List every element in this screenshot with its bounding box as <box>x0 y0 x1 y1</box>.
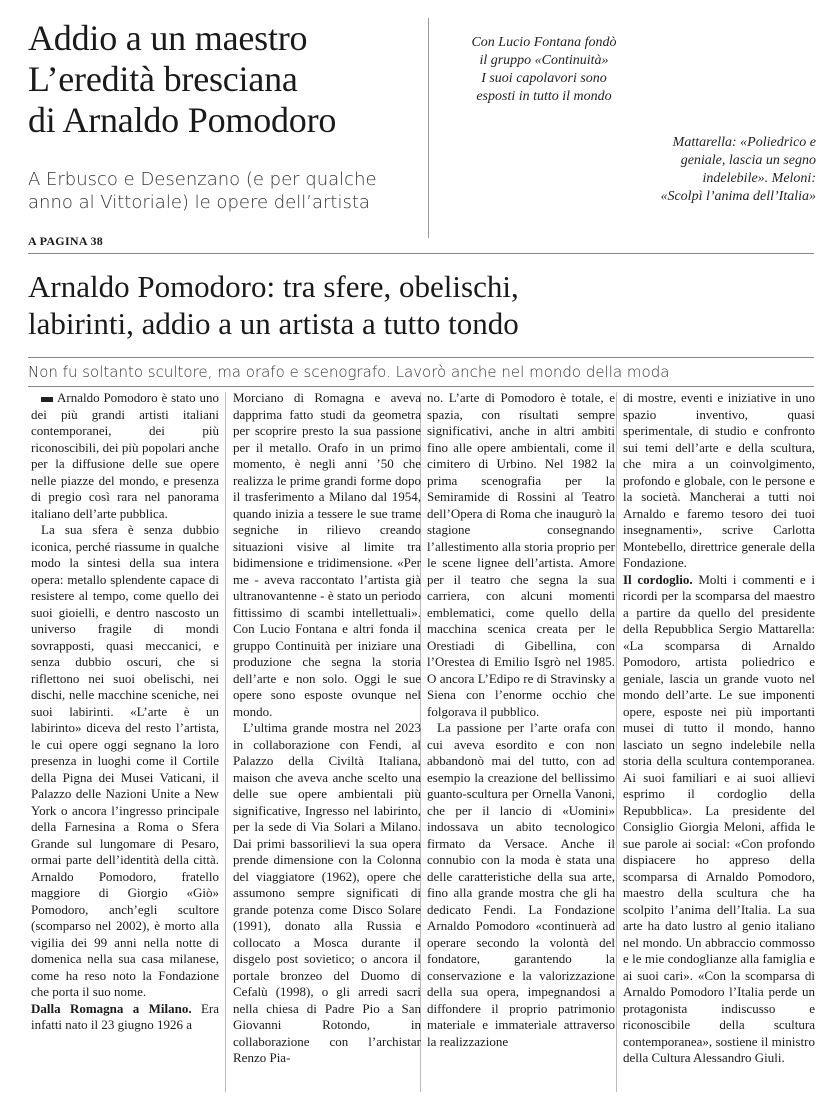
article-headline <box>28 268 818 342</box>
paragraph <box>31 1001 219 1034</box>
divider-line <box>28 386 814 387</box>
lead-marker-icon <box>41 397 53 402</box>
sub-headline-line-2: anno al Vittoriale) le opere dell’artista <box>28 192 370 213</box>
paragraph: Morciano di Romagna e aveva dapprima fatto studi da geometra per scoprire presto la sua passione per il metallo. Orafo in un primo momento, è negli anni ’50 che realizza le prime grandi forme dopo il trasferimento a Milano dal 1954, quando inizia a tessere le sue trame segniche in rilievo creando situazioni visive al limite tra bidimensione e tridimensione. «Per me - aveva raccontato l’artista già ultranovantenne - è stato un periodo fittissimo di scambi intellettuali». Con Lucio Fontana e altri fonda il gruppo Continuità per iniziare una produzione che segna la storia dell’arte e non solo. Oggi le sue opere sono esposte ovunque nel mondo. <box>233 390 421 719</box>
paragraph: La passione per l’arte orafa con cui aveva esordito e con non abbandonò mai del tutto, con ad esempio la creazione del bellissimo guanto-scultura per Ornella Vanoni, che per il lancio di «Uomini» indossava un abito tecnologico firmato da Versace. Anche il connubio con la moda è stata una delle caratteristiche della sua arte, fino alla grande mostra che gli ha dedicato Fendi. La Fondazione Arnaldo Pomodoro «continuerà ad operare secondo la volontà del fondatore, garantendo la conservazione e la valorizzazione della sua opera, impegnandosi a diffondere il proprio patrimonio materiale e immateriale attraverso la realizzazione <box>427 720 615 1049</box>
paragraph <box>623 572 815 1067</box>
paragraph-text: Era infatti nato il 23 giugno 1926 a <box>31 1000 219 1032</box>
side-note-1-line: esposti in tutto il mondo <box>476 89 612 104</box>
article-subtitle: Non fu soltanto scultore, ma orafo e scenografo. Lavorò anche nel mondo della moda <box>28 363 670 381</box>
side-note-2-line: geniale, lascia un segno <box>680 153 816 168</box>
section-heading: Dalla Romagna a Milano. <box>31 1000 192 1016</box>
vertical-divider <box>428 18 429 238</box>
side-note-1-line: il gruppo «Continuità» <box>479 53 609 68</box>
divider-line <box>28 253 814 254</box>
paragraph: di mostre, eventi e iniziative in uno spazio inventivo, quasi sperimentale, di studio e confronto sui temi dell’arte e della scultura, che mira a un coinvolgimento, profondo e globale, con le persone e la società. Mancherai a tutti noi Arnaldo e faremo tesoro dei tuoi insegnamenti», scrive Carlotta Montebello, direttrice generale della Fondazione. <box>623 390 815 570</box>
article-column-1 <box>31 390 219 1034</box>
section-heading: Il cordoglio. <box>623 571 693 587</box>
paragraph: no. L’arte di Pomodoro è totale, e spazia, con risultati sempre significativi, anche in altri ambiti fino alle opere ambientali, come il cimitero di Urbino. Nel 1982 la prima scenografia per la Semiramide di Rossini al Teatro dell’Opera di Roma che inaugurò la stagione consegnando l’allestimento alla storia proprio per le scene lignee dell’artista. Amore per il teatro che segna la sua carriera, con alcuni momenti emblematici, come quello della macchina scenica creata per le Orestiadi di Gibellina, con l’Orestea di Emilio Isgrò nel 1985. O ancora L’Edipo re di Stravinsky a Siena con l’enorme occhio che folgorava il pubblico. <box>427 390 615 719</box>
side-note-1-line: I suoi capolavori sono <box>481 71 607 86</box>
paragraph-text: Molti i commenti e i ricordi per la scomparsa del maestro a partire da quello del presidente della Repubblica Sergio Mattarella: «La scomparsa di Arnaldo Pomodoro, artista poliedrico e geniale, lascia un grande vuoto nel mondo dell’arte. Le sue imponenti opere, esposte nei più importanti musei di tutto il mondo, hanno lasciato un segno indelebile nella storia della scultura contemporanea. Ai suoi familiari e ai suoi allievi esprimo il cordoglio della Repubblica». La presidente del Consiglio Giorgia Meloni, affida le sue parole ai social: «Con profondo dispiacere ho appreso della scomparsa di Arnaldo Pomodoro, maestro della scultura che ha scolpito l’anima dell’Italia. La sua arte ha dato lustro al genio italiano nel mondo. Un abbraccio commosso e le mie condoglianze alla famiglia e ai suoi cari». «Con la scomparsa di Arnaldo Pomodoro l’Italia perde un protagonista indiscusso e riconoscibile della scultura contemporanea», sostiene il ministro della Cultura Alessandro Giuli. <box>623 571 815 1065</box>
article-headline-line-2: labirinti, addio a un artista a tutto tondo <box>28 306 519 341</box>
side-note-2-line: Mattarella: «Poliedrico e <box>672 135 816 150</box>
sub-headline-line-1: A Erbusco e Desenzano (e per qualche <box>28 169 377 190</box>
article-column-4 <box>623 390 815 1067</box>
article-column-2 <box>233 390 421 1067</box>
main-headline-line-1: Addio a un maestro <box>28 18 308 58</box>
main-headline-line-2: L’eredità bresciana <box>28 59 298 99</box>
sub-headline <box>28 168 428 214</box>
side-note-fontana <box>432 34 656 106</box>
divider-line <box>28 357 814 358</box>
paragraph: La sua sfera è senza dubbio iconica, perché riassume in qualche modo la sintesi della sua intera opera: metallo splendente capace di resistere al tempo, come quello dei suoi gioielli, e dentro nascosto un universo fragile di mondi sovrapposti, quasi meccanici, e senza dubbio oscuri, che si riflettono nei suoi obelischi, nei dischi, nelle macchine sceniche, nei suoi labirinti. «L’arte è un labirinto» diceva del resto l’artista, le cui opere oggi segnano la loro presenza in luoghi come il Cortile della Pigna dei Musei Vaticani, il Palazzo delle Nazioni Unite a New York o ancora l’ingresso principale della Farnesina a Roma o Sfera Grande sul lungomare di Pesaro, ormai parte dell’identità della città. Arnaldo Pomodoro, fratello maggiore di Giorgio «Giò» Pomodoro, anch’egli scultore (scomparso nel 2002), è morto alla vigilia dei 99 anni nella notte di domenica nella sua casa milanese, come ha reso noto la Fondazione che porta il suo nome. <box>31 522 219 999</box>
main-headline <box>28 18 423 141</box>
article-column-3 <box>427 390 615 1050</box>
side-note-2-line: «Scolpì l’anima dell’Italia» <box>660 189 816 204</box>
paragraph-text: Arnaldo Pomodoro è stato uno dei più grandi artisti italiani contemporanei, dei più riconoscibili, dei più popolari anche per la diffusione delle sue opere nelle piazze del mondo, e presenza di pregio così rara nel panorama italiano dell’arte pubblica. <box>31 390 219 521</box>
side-note-mattarella-meloni <box>596 134 816 206</box>
main-headline-line-3: di Arnaldo Pomodoro <box>28 100 337 140</box>
article-headline-line-1: Arnaldo Pomodoro: tra sfere, obelischi, <box>28 269 519 304</box>
column-divider <box>225 392 226 1092</box>
side-note-1-line: Con Lucio Fontana fondò <box>471 35 617 50</box>
paragraph: L’ultima grande mostra nel 2023 in collaborazione con Fendi, al Palazzo della Civiltà Italiana, maison che aveva anche scelto una delle sue opere ambientali più significative, Ingresso nel labirinto, per la sede di Via Solari a Milano. Dai primi bassorilievi la sua opera prende dimensione con la Colonna del viaggiatore (1962), opere che assumono sempre significati di grande potenza come Disco Solare (1991), donato alla Russia e collocato a Mosca durante il disgelo post sovietico; o ancora il portale bronzeo del Duomo di Cefalù (1998), o gli arredi sacri nella chiesa di Padre Pio a San Giovanni Rotondo, in collaborazione con l’archistar Renzo Pia- <box>233 720 421 1065</box>
paragraph <box>31 390 219 522</box>
side-note-2-line: indelebile». Meloni: <box>702 171 816 186</box>
page-reference: A PAGINA 38 <box>28 234 104 248</box>
column-divider <box>616 392 617 1092</box>
